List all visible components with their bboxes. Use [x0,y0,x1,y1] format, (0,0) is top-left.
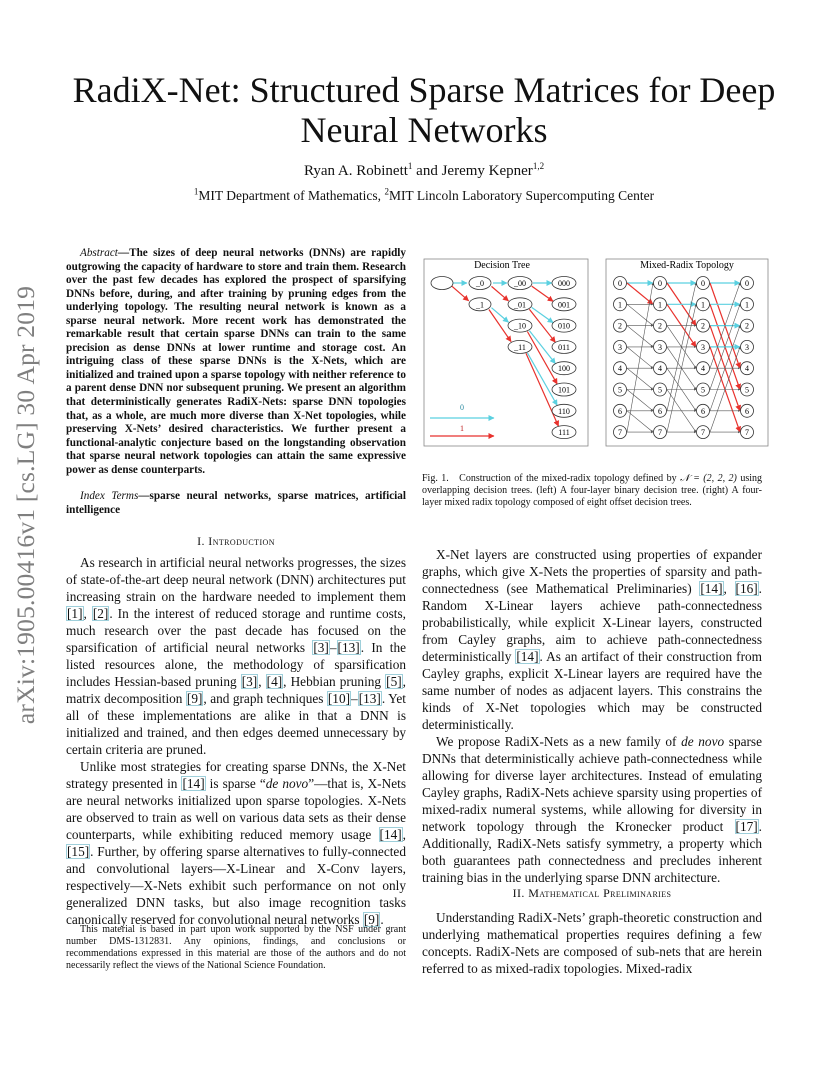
topology-node [697,383,710,396]
topology-node [614,383,627,396]
topology-edge [627,283,653,432]
tree-node-label: _0 [476,279,484,288]
topology-node [697,298,710,311]
author-1: Ryan A. Robinett [303,163,408,179]
topology-node-label: 2 [745,321,749,331]
topology-node-label: 4 [745,364,749,374]
tree-edge-1 [532,286,553,301]
citation-link[interactable]: [9] [186,691,203,706]
right-column-body [422,546,762,886]
text: , [402,827,406,842]
tree-node [508,277,532,290]
tree-leaf-node [552,298,576,311]
tree-node-label: _11 [514,342,526,352]
citation-link[interactable]: [2] [92,606,109,621]
topology-node [741,362,754,375]
text: ”—that is, X-Nets are neural networks initialized upon sparse topologies. X-Nets are observed to train as well on various data sets as their dense counterparts, while exhibiting reduced memory usage [66,776,406,842]
citation-link[interactable]: [3] [313,640,329,655]
affil-2-mark: 2 [384,186,389,197]
abstract-text: —The sizes of deep neural networks (DNNs) are rapidly outgrowing the capacity of hardware to store and train them. Research over the past few decades has explored the prospect of sparsifying DNNs before, during, and after training by pruning edges from the underlying topology. The resulting neural network is known as a sparse neural network. More recent work has demonstrated the remarkable result that certain sparse DNNs can train to the same precision as dense DNNs at lower runtime and storage cost. An intriguing class of these sparse DNNs is the X-Nets, which are initialized and trained upon a sparse topology with neither reference to a parent dense DNN nor subsequent pruning. We present an algorithm that deterministically generates RadiX-Nets: sparse DNN topologies that, as a whole, are much more diverse than X-Net topologies, while preserving X-Nets’ desired characteristics. We further present a functional-analytic conjecture based on the longstanding observation that sparse neural network topologies can attain the same expressive power as dense counterparts. [66,247,406,476]
topology-node [614,340,627,353]
abstract-label: Abstract [80,247,118,259]
text: , [258,674,266,689]
tree-node [469,277,491,290]
topology-node [654,298,667,311]
tree-leaf-node [552,426,576,439]
text: . As an artifact of their construction from Cayley graphs, explicit X-Linear layers are required have the same number of nodes as adjacent layers. This constrains the kinds of X-Net topologies which may be constructed deterministically. [422,649,763,732]
tree-leaf-node [552,362,576,375]
text: We propose RadiX-Nets as a new family of [436,734,682,749]
topology-node-label: 1 [701,300,705,310]
topology-node-label: 7 [618,428,622,438]
topology-node [741,383,754,396]
topology-node-label: 3 [701,342,705,352]
decision-tree-nodes [431,277,576,439]
topology-node-label: 5 [658,385,662,395]
affil-2: MIT Lincoln Laboratory Supercomputing Center [388,188,655,203]
tree-edge-1 [491,286,508,301]
tree-node-label: 000 [558,279,570,288]
figure-caption [422,473,762,508]
text: . Further, by offering sparse alternatives to fully-connected and convolutional layers—X-Linear and X-Conv layers, respectively—X-Nets exhibit such performance on not only generalized DNN tasks, but also image recognition tasks canonically reserved for convolutional neural networks [66,844,406,927]
topology-node-label: 6 [745,406,749,416]
decision-tree-title: Decision Tree [474,260,530,271]
topology-node-label: 4 [701,364,705,374]
author-2: Jeremy Kepner [441,163,533,179]
tree-node-label: 100 [558,364,570,374]
topology-node [741,404,754,417]
topology-node-label: 5 [618,385,622,395]
citation-link[interactable]: [4] [266,674,283,689]
topology-node-label: 4 [618,364,622,374]
tree-node-label: 101 [558,385,570,395]
caption-text: using overlapping decision trees. (left) A four-layer binary decision tree. (right) A four-layer mixed radix topology composed of eight offset decision trees. [422,473,762,508]
tree-node-label: 111 [558,428,570,438]
text: . [380,912,384,927]
text: Unlike most strategies for creating sparse DNNs, the X-Net strategy presented in [66,759,406,791]
figure-1-diagram [420,256,772,448]
tree-node [508,298,532,311]
author-list [60,163,788,180]
tree-node-label: _00 [514,279,526,288]
figure-legend [430,403,494,436]
topology-node [654,277,667,290]
topology-node-label: 2 [618,321,622,331]
topology-node [697,340,710,353]
topology-node [741,298,754,311]
topology-node [614,426,627,439]
topology-node [697,277,710,290]
tree-node-label: 010 [558,321,570,331]
topology-node [741,340,754,353]
text: , Hebbian pruning [283,674,386,689]
tree-edge-0 [532,307,553,322]
text: – [329,640,337,655]
topology-node [654,319,667,332]
topology-node [654,340,667,353]
topology-node [614,277,627,290]
tree-node [508,340,532,353]
citation-link[interactable]: [9] [363,912,380,927]
figure-1 [420,256,772,448]
abstract [66,247,406,477]
topology-node [697,404,710,417]
affil-1-mark: 1 [193,186,199,197]
tree-node [508,319,532,332]
mixed-radix-title: Mixed-Radix Topology [640,260,734,271]
caption-math: 𝒩 = (2, 2, 2) [680,473,737,484]
affil-1: MIT Department of Mathematics, [198,188,385,203]
tree-node-label: _10 [514,321,526,331]
topology-node [654,383,667,396]
legend-label-1: 1 [460,424,464,433]
text: . In the interest of reduced storage and runtime costs, much research over the past decade has focused on the sparsification of artificial neural networks [66,606,406,655]
text: , [723,581,735,596]
citation-link[interactable]: [5] [386,674,402,689]
topology-node [614,404,627,417]
caption-text: Fig. 1. Construction of the mixed-radix topology defined by [422,473,681,484]
topology-edge [627,368,653,389]
topology-node-label: 7 [745,428,749,438]
tree-edge-1 [529,309,555,342]
tree-node-label: 011 [558,342,570,352]
text: . Additionally, RadiX-Nets satisfy symmetry, a property which both guarantees path connectedness and precludes inherent training bias in the underlying sparse DNN architecture. [422,819,762,885]
topology-node-label: 6 [658,406,662,416]
text: . Yet all of these implementations are alike in that a DNN is initialized and trained, and then edges deemed unnecessary by certain criteria are pruned. [66,691,406,757]
text: is sparse “ [205,776,266,791]
tree-node-label: _1 [476,300,484,310]
section-heading-introduction: I. Introduction [197,534,275,548]
intro-paragraph-1 [66,554,406,758]
title-line-2: Neural Networks [300,110,548,150]
topology-node [614,362,627,375]
index-terms-label: Index Terms [80,490,139,502]
topology-node-label: 5 [701,385,705,395]
topology-node-label: 4 [658,364,662,374]
text: As research in artificial neural networks progresses, the sizes of state-of-the-art deep neural network (DNN) architectures put increasing strain on the hardware needed to implement them [66,555,406,604]
citation-link[interactable]: [13] [337,640,360,655]
text: . In the listed resources alone, the methodology of sparsification includes Hessian-based pruning [66,640,406,689]
decision-tree-edges [452,283,559,426]
topology-node-label: 1 [618,300,622,310]
tree-node-label: _01 [514,300,526,310]
legend-label-0: 0 [460,403,464,412]
text: sparse DNNs that deterministically achieve path-connectedness while allowing for diverse layer architectures. Instead of emulating Cayley graphs, RadiX-Nets achieve sparsity using properties of mixed-radix numeral systems, while allowing for diversity in network topology through the Kronecker product [422,734,762,834]
paper-title [60,70,788,150]
text: – [351,691,358,706]
topology-node-label: 1 [745,300,749,310]
topology-node [614,298,627,311]
tree-node [469,298,491,311]
topology-edge [627,304,653,325]
citation-link[interactable]: [16] [735,581,758,596]
citation-link[interactable]: [10] [327,691,351,706]
tree-edge-1 [452,286,469,301]
citation-link[interactable]: [14] [379,827,402,842]
math-prelims-body [422,909,762,977]
topology-edge [627,283,653,304]
tree-leaf-node [552,277,576,290]
topology-node [697,426,710,439]
right-paragraph-2 [422,733,762,886]
author-1-affil: 1 [407,161,413,171]
tree-edge-0 [491,308,508,323]
introduction-body [66,554,406,928]
topology-node-label: 7 [701,428,705,438]
citation-link[interactable]: [14] [700,581,723,596]
mixed-radix-nodes [614,277,754,439]
text: X-Net layers are constructed using properties of expander graphs, which give X-Nets the properties of sparsity and path-connectedness (see Mathematical Preliminaries) [422,547,762,596]
topology-node [697,362,710,375]
topology-node [614,319,627,332]
index-terms-text: —sparse neural networks, sparse matrices, artificial intelligence [66,490,406,516]
topology-node [654,404,667,417]
topology-node-label: 1 [658,300,662,310]
topology-node-label: 0 [658,279,662,288]
topology-edge [627,411,653,432]
text: , and graph techniques [203,691,327,706]
section-heading-math-prelims: II. Mathematical Preliminaries [512,886,672,900]
topology-node-label: 5 [745,385,749,395]
topology-node [741,277,754,290]
tree-leaf-node [552,404,576,417]
citation-link[interactable]: [14] [516,649,539,664]
tree-leaf-node [552,319,576,332]
topology-node [741,319,754,332]
topology-edge [627,390,653,411]
text: , matrix decomposition [66,674,406,706]
mixed-radix-edges [627,283,740,432]
topology-node [654,362,667,375]
text: . Random X-Linear layers achieve path-connectedness probabilistically, while explicit X-Linear layers, constructed from Cayley graphs, aim to achieve path-connectedness deterministically [422,581,762,664]
citation-link[interactable]: [17] [735,819,758,834]
text: , [83,606,92,621]
topology-node-label: 3 [745,342,749,352]
arxiv-stamp [12,270,40,740]
topology-node-label: 7 [658,428,662,438]
intro-paragraph-2 [66,758,406,928]
title-line-1: RadiX-Net: Structured Sparse Matrices for Deep [72,70,776,110]
tree-root-node [431,277,453,290]
topology-node-label: 3 [618,342,622,352]
topology-node-label: 6 [701,406,705,416]
topology-node-label: 2 [701,321,705,331]
topology-node-label: 3 [658,342,662,352]
index-terms [66,490,406,517]
topology-node-label: 0 [745,279,749,288]
emphasis: de novo [681,734,725,749]
citation-link[interactable]: [1] [67,606,83,621]
tree-leaf-node [552,383,576,396]
citation-link[interactable]: [13] [358,691,381,706]
sec2-paragraph-1: Understanding RadiX-Nets’ graph-theoretic construction and underlying mathematical properties requires defining a few concepts. RadiX-Nets are composed of sub-nets that are herein referred to as mixed-radix topologies. Mixed-radix [422,910,762,976]
topology-node-label: 6 [618,406,622,416]
right-paragraph-1 [422,546,762,733]
tree-node-label: 001 [558,300,570,310]
topology-node-label: 2 [658,321,662,331]
topology-node [741,426,754,439]
tree-leaf-node [552,340,576,353]
topology-node-label: 0 [701,279,705,288]
arxiv-stamp-text: arXiv:1905.00416v1 [cs.LG] 30 Apr 2019 [11,285,40,725]
author-2-affil: 1,2 [532,161,545,171]
topology-node [697,319,710,332]
topology-edge [627,326,653,347]
footnote [66,924,406,972]
citation-link[interactable]: [15] [67,844,90,859]
emphasis: de novo [265,776,309,791]
author-and: and [412,163,442,179]
citation-link[interactable]: [14] [182,776,205,791]
topology-node-label: 0 [618,279,622,288]
citation-link[interactable]: [3] [241,674,258,689]
affiliations [60,188,788,204]
tree-node-label: 110 [558,406,570,416]
footnote-text: This material is based in part upon work supported by the NSF under grant number DMS-1312831. Any opinions, findings, and conclusions or recommendations expressed in this material are those of the authors and do not necessarily reflect the views of the National Science Foundation. [66,924,406,971]
topology-node [654,426,667,439]
